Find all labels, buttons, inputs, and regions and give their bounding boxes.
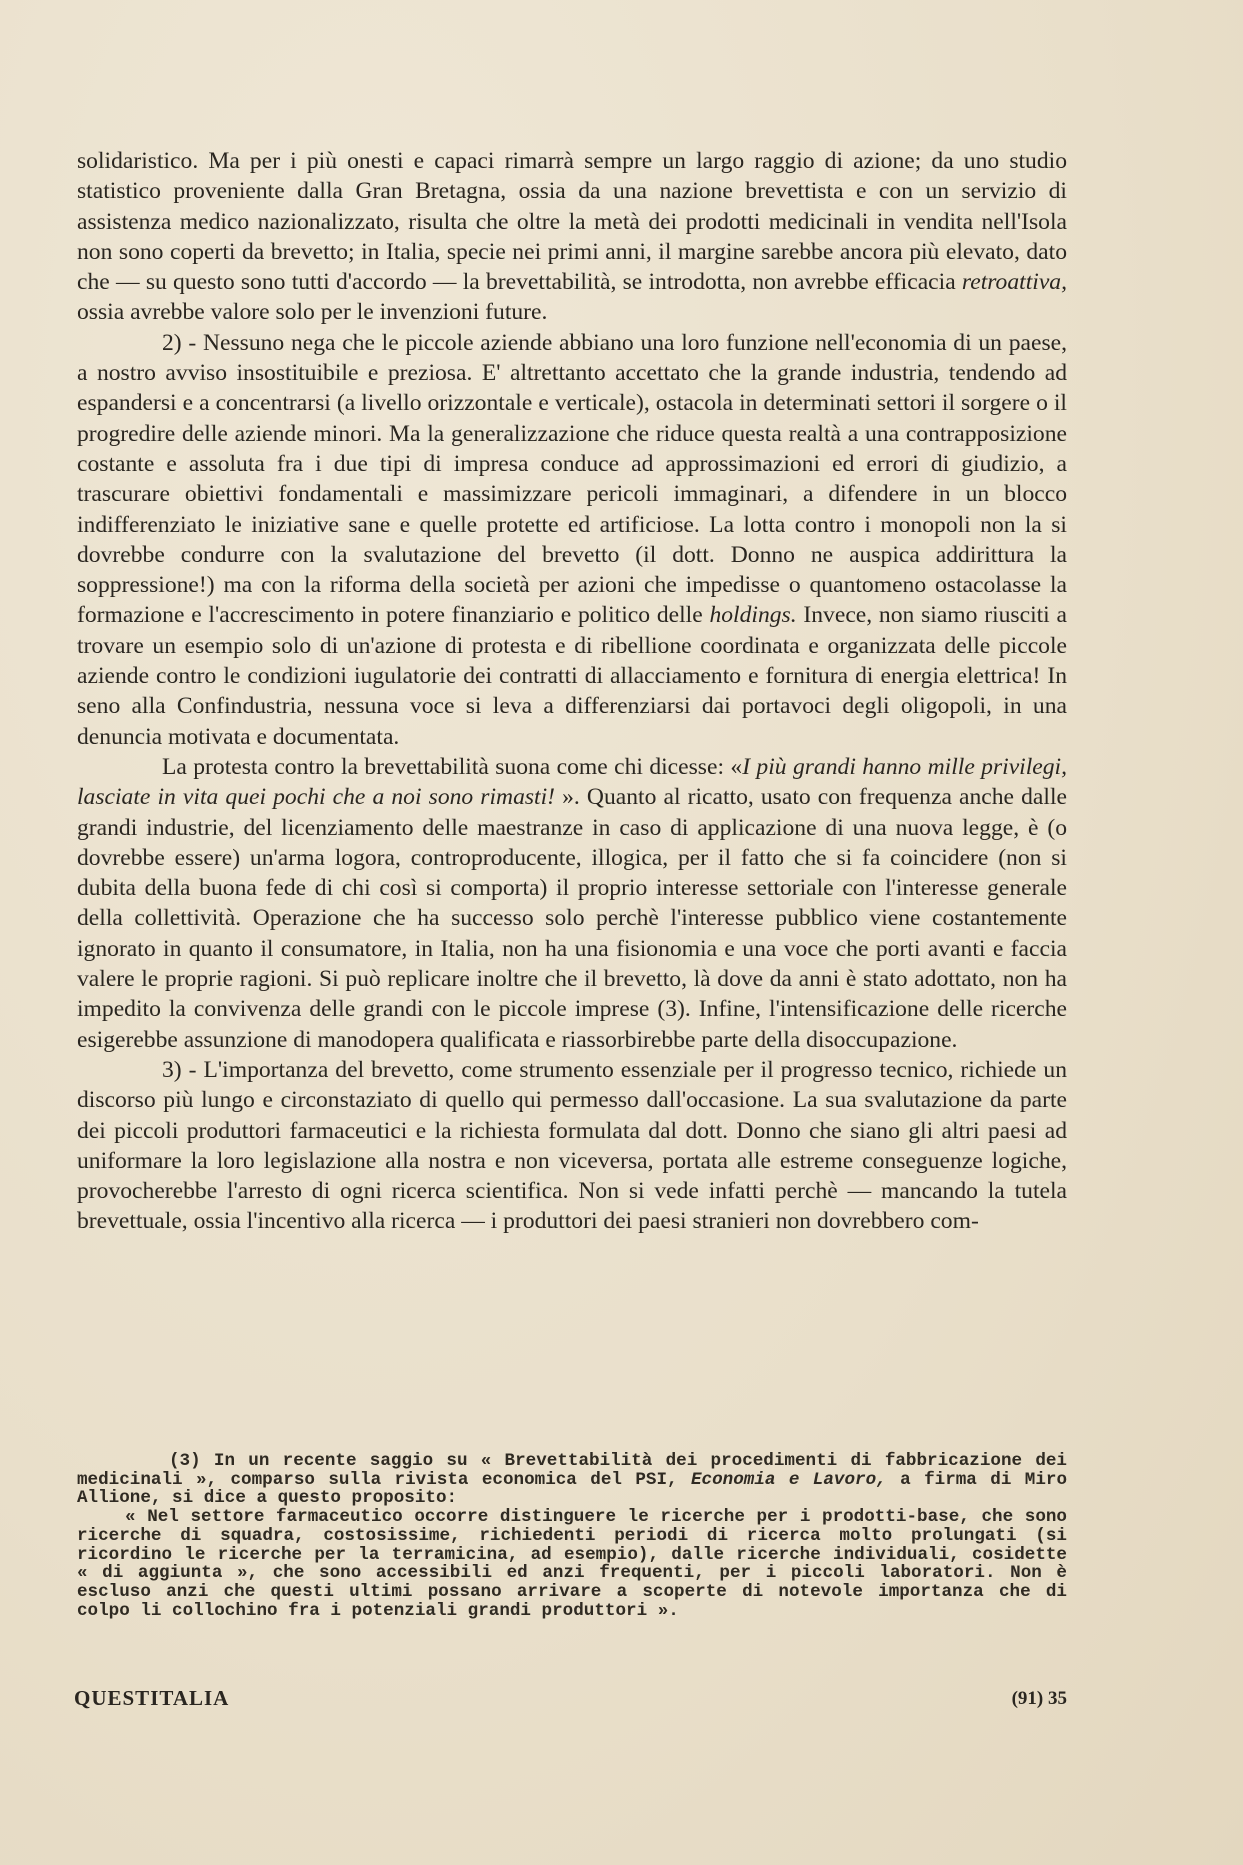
footnote-3: (3) In un recente saggio su « Brevettabilità dei procedimenti di fabbricazione dei medicinali », comparso sulla rivista economica del PSI, Economia e Lavoro, a firma di Miro Allione, si dice a questo proposito: — [77, 1451, 1068, 1509]
paragraph-2: 2) - Nessuno nega che le piccole aziende abbiano una loro funzione nell'economia di un paese, a nostro avviso insostituibile e preziosa. E' altrettanto accettato che la grande industria, tendendo ad espandersi e a concentrarsi (a livello orizzontale e verticale), ostacola in determinati settori il sorgere o il progredire delle aziende minori. Ma la generalizzazione che riduce questa realtà a una contrapposizione costante e assoluta fra i due tipi di impresa conduce ad approssimazioni ed errori di giudizio, a trascurare obiettivi fondamentali e massimizzare pericoli immaginari, a difendere in un blocco indifferenziato le iniziative sane e quelle protette ed artificiose. La lotta contro i monopoli non la si dovrebbe condurre con la svalutazione del brevetto (il dott. Donno ne auspica addirittura la soppressione!) ma con la riforma della società per azioni che impedisse o quantomeno ostacolasse la formazione e l'accrescimento in potere finanziario e politico delle holdings. Invece, non siamo riusciti a trovare un esempio solo di un'azione di protesta e di ribellione coordinata e organizzata delle piccole aziende contro le condizioni iugulatorie dei contratti di allacciamento e fornitura di energia elettrica! In seno alla Confindustria, nessuna voce si leva a differenziarsi dai portavoci degli oligopoli, in una denuncia motivata e documentata. — [77, 329, 1067, 750]
paragraph-3: La protesta contro la brevettabilità suona come chi dicesse: «I più grandi hanno mille privilegi, lasciate in vita quei pochi che a noi sono rimasti! ». Quanto al ricatto, usato con frequenza anche dalle grandi industrie, del licenziamento delle maestranze in caso di applicazione di una nuova legge, è (o dovrebbe essere) un'arma logora, controproducente, illogica, per il fatto che si fa coincidere (non si dubita della buona fede di chi così si comporta) il proprio interesse settoriale con l'interesse generale della collettività. Operazione che ha successo solo perchè l'interesse pubblico viene costantemente ignorato in quanto il consumatore, in Italia, non ha una fisionomia e una voce che porti avanti e faccia valere le proprie ragioni. Si può replicare inoltre che il brevetto, là dove da anni è stato adottato, non ha impedito la convivenza delle grandi con le piccole imprese (3). Infine, l'intensificazione delle ricerche esigerebbe assunzione di manodopera qualificata e riassorbirebbe parte della disoccupazione. — [77, 753, 1068, 1053]
article-body — [77, 146, 1067, 1237]
paragraph-1: solidaristico. Ma per i più onesti e capaci rimarrà sempre un largo raggio di azione; da uno studio statistico proveniente dalla Gran Bretagna, ossia da una nazione brevettista e con un servizio di assistenza medico nazionalizzato, risulta che oltre la metà dei prodotti medicinali in vendita nell'Isola non sono coperti da brevetto; in Italia, specie nei primi anni, il margine sarebbe ancora più elevato, dato che — su questo sono tutti d'accordo — la brevettabilità, se introdotta, non avrebbe efficacia retroattiva, ossia avrebbe valore solo per le invenzioni future. — [77, 148, 1067, 326]
page-number: (91) 35 — [1011, 1688, 1067, 1709]
footnote-block — [77, 1452, 1067, 1620]
journal-name: QUESTITALIA — [74, 1686, 230, 1710]
paragraph-4: 3) - L'importanza del brevetto, come strumento essenziale per il progresso tecnico, richiede un discorso più lungo e circonstaziato di quello qui permesso dall'occasione. La sua svalutazione da parte dei piccoli produttori farmaceutici e la richiesta formulata dal dott. Donno che siano gli altri paesi ad uniformare la loro legislazione alla nostra e non viceversa, portata alle estreme conseguenze logiche, provocherebbe l'arresto di ogni ricerca scientifica. Non si vede infatti perchè — mancando la tutela brevettuale, ossia l'incentivo alla ricerca — i produttori dei paesi stranieri non dovrebbero com- — [77, 1056, 1067, 1235]
footnote-quote: « Nel settore farmaceutico occorre distinguere le ricerche per i prodotti-base, che sono ricerche di squadra, costosissime, richiedenti periodi di ricerca molto prolungati (si ricordino le ricerche per la terramicina, ad esempio), dalle ricerche individuali, cosidette « di aggiunta », che sono accessibili ed anzi frequenti, per i piccoli laboratori. Non è escluso anzi che questi ultimi possano arrivare a scoperte di notevole importanza che di colpo li collochino fra i potenziali grandi produttori ». — [77, 1507, 1067, 1621]
